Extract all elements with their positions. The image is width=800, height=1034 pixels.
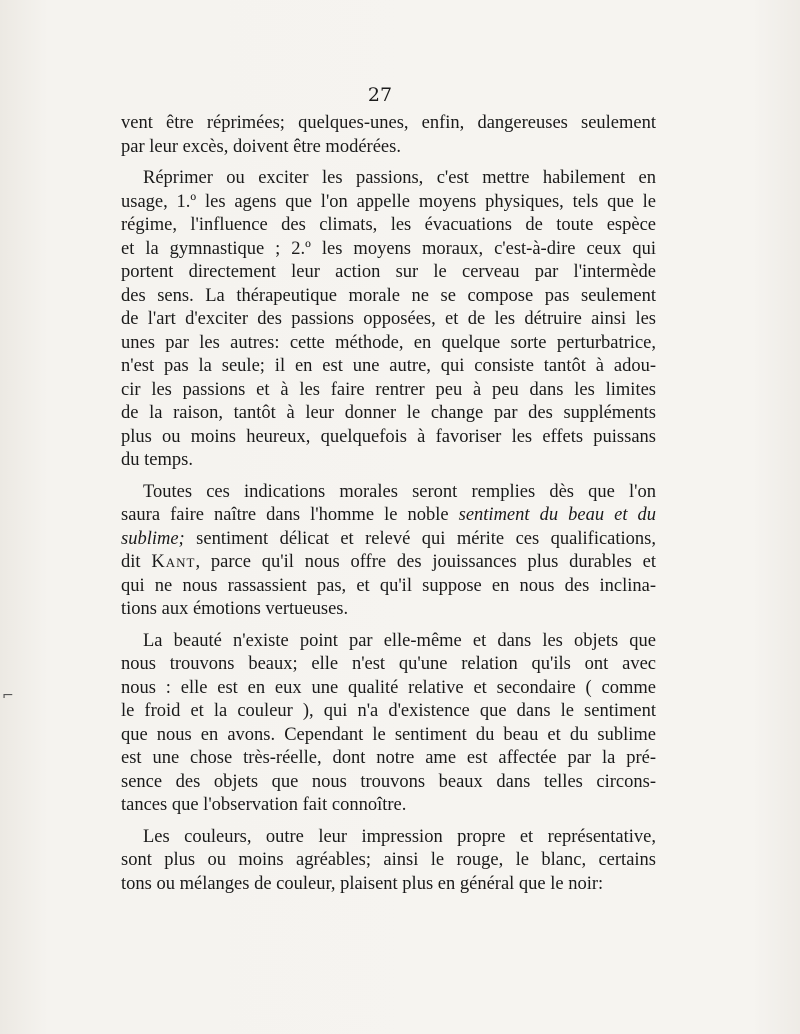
text-line [121,238,656,262]
text-run: que nous en avons. Cependant le sentiment du beau et du sublime [121,724,656,745]
text-line [121,873,656,897]
text-run: et la gymnastique ; 2.º les moyens moraux, c'est-à-dire ceux qui [121,238,656,259]
text-run: Toutes ces indications morales seront remplies dès que l'on [143,481,656,502]
text-line [121,449,656,473]
text-run: sentiment délicat et relevé qui mérite ces qualifications, [184,528,656,549]
text-run: , parce qu'il nous offre des jouissances plus durables et [195,552,656,572]
text-run: nous trouvons beaux; elle n'est qu'une relation qu'ils ont avec [121,654,656,674]
paragraph [121,481,656,622]
text-line [121,575,656,599]
text-line [121,528,656,552]
text-line [121,826,656,850]
text-run: nous : elle est en eux une qualité relative et secondaire ( comme [121,677,656,698]
text-line [121,653,656,677]
text-run: qui ne nous rassassient pas, et qu'il suppose en nous des inclina- [121,575,656,596]
text-line [121,677,656,701]
text-run: tances que l'observation fait connoître. [121,795,407,815]
text-line [121,700,656,724]
paragraph-gap [121,818,656,826]
text-run: le froid et la couleur ), qui n'a d'existence que dans le sentiment [121,701,656,721]
text-run: tions aux émotions vertueuses. [121,599,349,619]
text-run: portent directement leur action sur le cerveau par l'intermède [121,262,656,282]
text-run: sence des objets que nous trouvons beaux dans telles circons- [121,771,656,792]
text-line [121,426,656,450]
italic-run: sentiment du beau et du [458,505,656,525]
page-number: 27 [367,84,393,106]
text-line [121,355,656,379]
text-line [121,136,656,160]
text-line [121,379,656,403]
text-run: dit [121,552,152,572]
margin-mark: ⌐ [2,688,14,704]
text-line [121,849,656,873]
paragraph [121,826,656,897]
text-line [121,504,656,528]
text-line [121,285,656,309]
text-run: usage, 1.º les agens que l'on appelle moyens physiques, tels que le [121,191,656,212]
text-line [121,112,656,136]
text-run: par leur excès, doivent être modérées. [121,136,401,157]
text-line [121,724,656,748]
text-run: est une chose très-réelle, dont notre ame est affectée par la pré- [121,748,656,768]
text-run: plus ou moins heureux, quelquefois à favoriser les effets puissans [121,426,656,447]
text-line [121,771,656,795]
paragraph-gap [121,159,656,167]
paragraph-gap [121,622,656,630]
author-name: Kant [151,552,196,572]
paragraph [121,167,656,473]
text-run: La beauté n'existe point par elle-même et dans les objets que [143,630,656,651]
text-run: vent être réprimées; quelques-unes, enfin, dangereuses seulement [121,113,656,133]
italic-run: sublime; [121,528,185,549]
text-line [121,598,656,622]
text-run: du temps. [121,450,193,470]
text-line [121,481,656,505]
text-run: Les couleurs, outre leur impression propre et représentative, [143,826,656,847]
text-run: régime, l'influence des climats, les évacuations de toute espèce [121,215,656,235]
text-line [121,332,656,356]
body-text [121,112,656,896]
text-run: n'est pas la seule; il en est une autre, qui consiste tantôt à adou- [121,356,656,376]
text-run: de l'art d'exciter des passions opposées, et de les détruire ainsi les [121,309,656,329]
text-line [121,167,656,191]
text-line [121,402,656,426]
text-line [121,551,656,575]
text-run: Réprimer ou exciter les passions, c'est mettre habilement en [143,168,656,188]
text-line [121,191,656,215]
text-run: des sens. La thérapeutique morale ne se compose pas seulement [121,285,656,306]
text-line [121,794,656,818]
text-line [121,747,656,771]
text-run: de la raison, tantôt à leur donner le change par des suppléments [121,403,656,423]
paragraph [121,112,656,159]
text-line [121,308,656,332]
text-line [121,630,656,654]
text-line [121,261,656,285]
paragraph-gap [121,473,656,481]
text-run: cir les passions et à les faire rentrer peu à peu dans les limites [121,379,656,400]
text-run: tons ou mélanges de couleur, plaisent plus en général que le noir: [121,873,604,894]
paragraph [121,630,656,818]
text-run: saura faire naître dans l'homme le noble [121,505,459,525]
text-run: sont plus ou moins agréables; ainsi le rouge, le blanc, certains [121,850,656,870]
text-run: unes par les autres: cette méthode, en quelque sorte perturbatrice, [121,332,656,353]
text-line [121,214,656,238]
